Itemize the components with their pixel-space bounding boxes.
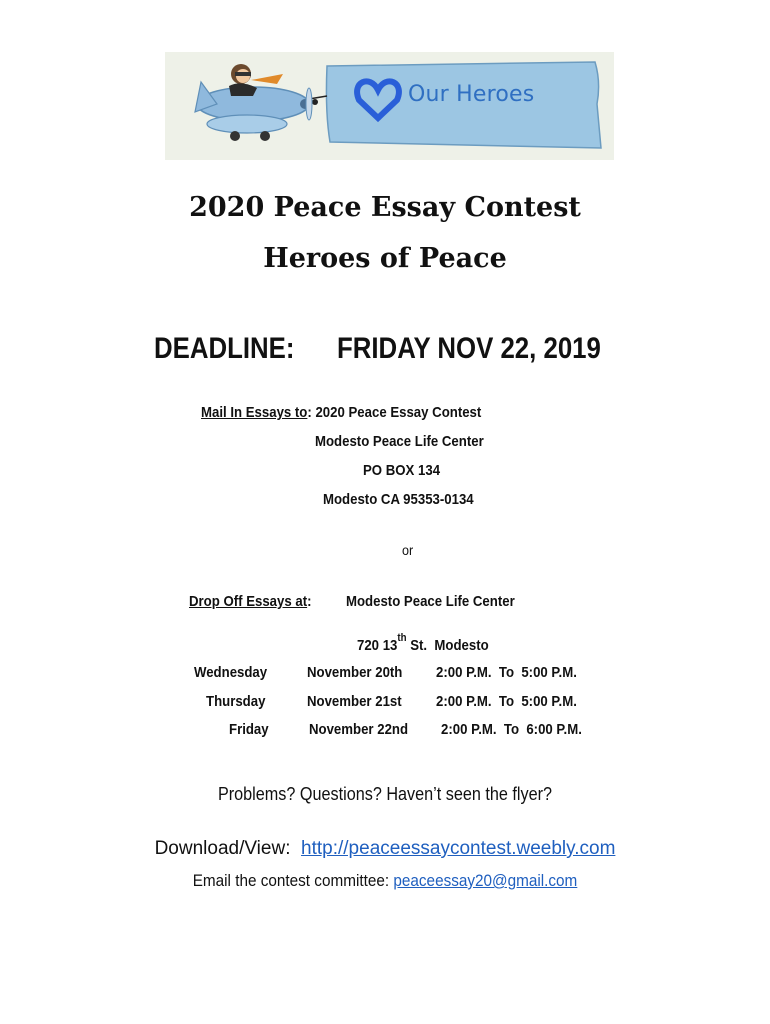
mail-address-line: Modesto CA 95353-0134	[323, 491, 474, 508]
mail-address-line: 2020 Peace Essay Contest	[315, 404, 482, 421]
email-line	[39, 871, 732, 891]
schedule-date: November 20th	[307, 664, 403, 681]
mail-address-line: PO BOX 134	[363, 462, 441, 479]
deadline-label: DEADLINE:	[154, 332, 295, 365]
contest-theme: Heroes of Peace	[263, 243, 507, 274]
dropoff-colon: :	[307, 593, 312, 610]
website-link[interactable]: http://peaceessaycontest.weebly.com	[301, 838, 616, 859]
street-number: 720 13	[357, 637, 398, 654]
banner-text: Our Heroes	[408, 82, 535, 107]
dropoff-line	[189, 593, 312, 610]
mail-in-line	[201, 404, 481, 421]
schedule-time: 2:00 P.M. To 5:00 P.M.	[436, 664, 577, 681]
schedule-time: 2:00 P.M. To 6:00 P.M.	[441, 721, 582, 738]
download-line	[0, 838, 770, 860]
street-ordinal: th	[397, 632, 407, 644]
schedule-day: Wednesday	[194, 664, 268, 681]
deadline-date: FRIDAY NOV 22, 2019	[337, 332, 601, 365]
or-separator: or	[402, 542, 414, 558]
dropoff-street	[357, 632, 489, 654]
dropoff-label: Drop Off Essays at	[189, 593, 308, 610]
download-label: Download/View:	[154, 838, 302, 859]
contest-title: 2020 Peace Essay Contest	[189, 192, 581, 223]
questions-text: Problems? Questions? Haven’t seen the flyer?	[217, 784, 553, 804]
schedule-date: November 21st	[307, 693, 402, 710]
email-link[interactable]: peaceessay20@gmail.com	[393, 871, 578, 890]
street-name: St. Modesto	[406, 637, 489, 654]
mail-in-colon: :	[307, 404, 312, 421]
mail-in-label: Mail In Essays to	[201, 404, 308, 421]
dropoff-place: Modesto Peace Life Center	[346, 593, 515, 610]
schedule-day: Thursday	[206, 693, 266, 710]
email-label: Email the contest committee:	[192, 871, 394, 890]
our-heroes-banner-image	[165, 52, 614, 160]
schedule-day: Friday	[229, 721, 269, 738]
schedule-time: 2:00 P.M. To 5:00 P.M.	[436, 693, 577, 710]
mail-address-line: Modesto Peace Life Center	[315, 433, 484, 450]
schedule-date: November 22nd	[309, 721, 409, 738]
airplane-banner-illustration	[165, 52, 614, 160]
